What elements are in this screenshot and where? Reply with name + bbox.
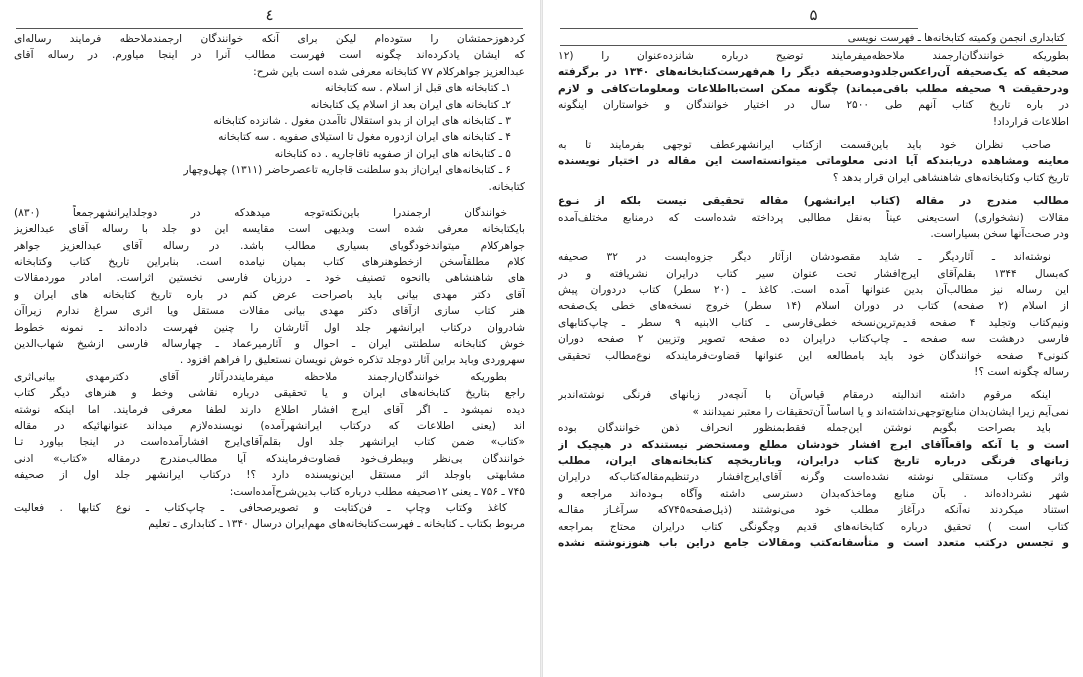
text-line: ۶ ـ کتابخانه‌های ایران‌از بدو سلطنت قاجاریه تاعصرحاضر (۱۳۱۱) چهل‌وچهار	[183, 164, 511, 177]
text-line: خوانندگان بی‌نظر وبیطرف‌خود قضاوت‌فرمایندکه آیا مطالب‌مندرج درمقاله «کتاب» ادنی	[14, 452, 525, 465]
page-body	[14, 31, 525, 533]
text-line: های شاهنشاهی باانحوه تصنیف خود ـ درزبان فارسی نخستین اثراست. امادر موردمقالات	[14, 272, 525, 285]
text-line: این رساله نیز مطالب‌آن بدین عنوانها آمده است. کاغذ ـ (۲۰ سطر) کتاب دردوران پیش	[558, 284, 1069, 297]
text-line: ۱ـ کتابخانه های قبل از اسلام . سه کتابخانه	[324, 82, 511, 95]
header-rule	[560, 28, 918, 29]
text-line: هنر کتاب سازی ازآقای دکتر مهدی بیانی مقالات مستقل ویا اثری سراغ ندارم زیراآن	[14, 305, 525, 318]
text-line: و تجسس درکتب متعدد است و متأسفانه‌کتب ومقالات جامع دراین باب هنوزنوشته نشده	[558, 536, 1069, 549]
text-line: مطالب مندرج در مقاله (کتاب ایرانشهر) مقاله تحقیقی نیست بلکه از نـوع	[558, 195, 1069, 208]
text-line: اطلاعات قرارداد!	[992, 115, 1069, 128]
text-line: ۴ ـ کتابخانه های ایران ازدوره مغول تا استیلای صفویه . سه کتابخانه	[218, 131, 511, 144]
text-line: کلام مطلقاً‌سخن ازخطوهنرهای کتاب بمیان نیامده است. بنابراین تاریخ کتاب وکتابخانه	[14, 256, 525, 269]
paragraph-gap	[14, 195, 525, 205]
text-line: باید بصراحت بگویم نوشتن این‌جمله فقط‌بمنظور انحراف ذهن خوانندگان بوده	[558, 422, 1051, 435]
text-line: ودر صحت‌آنها سخن بسیاراست.	[930, 227, 1069, 240]
text-line: بطوریکه خوانندگان‌ارجمند ملاحظه میفرمایند‌درآثار آقای دکترمهدی بیانی‌اثری	[14, 370, 507, 383]
text-line: زبانهای فرنگی درباره تاریخ کتاب درایران، ویاتاریخچه کتابخانه‌های ایران، مطلب	[558, 454, 1069, 467]
text-line: نوشته‌اند ـ آثاردیگر ـ شاید مقصودشان ازآثار دیگر جزوه‌ایست در ۳۲ صحیفه	[558, 251, 1051, 264]
paragraph-gap	[558, 186, 1069, 193]
text-line: اینکه مرقوم داشته اندالبته درمقام قیاس‌آن با آنچه‌در زبانهای فرنگی نوشته‌اندبر	[558, 389, 1051, 402]
text-line: آقای دکتر مهدی بیانی باید باصراحت عرض کنم در باره تاریخ کتابخانه های ایران و	[14, 288, 525, 301]
text-line: است و یا آنکه واقعاً‌آقای ایرج افشار خودشان مطلع ومستحضر نیستندکه در هیچیک از	[558, 438, 1069, 451]
text-line: خوش کتابخانه سلطنتی ایران ـ احوال و آثارمیرعماد ـ چهارساله فارسی ازشیخ شهاب‌الدین	[14, 338, 525, 351]
text-line: سهروردی وباید براین آثار دوجلد تذکره خوش نویسان نستعلیق را فراهم افزود .	[179, 354, 525, 367]
text-line: استناد میکردند نه‌آنکه در‌آغاز مطلب خود می‌نوشتند (ذیل‌صفحه۷۴۵که سرآغـاز مقالـه	[558, 504, 1069, 517]
paragraph-gap	[558, 242, 1069, 249]
text-line: شادروان درکتاب ایرانشهر جلد اول آثارشان را چنین فهرست داده‌اند ـ نمونه خطوط	[14, 321, 525, 334]
header-rule-lower	[560, 45, 1067, 46]
text-line: از اسلام (۲ صفحه) کتاب در دوران اسلام (۱۴ سطر) خروج نسخه‌های خطی یک‌صفحه	[558, 300, 1069, 313]
text-line: معاینه ومشاهده دریابندکه آیا ادنی معلوماتی میتوانسته‌است این مقاله در اختیار نویسنده	[558, 155, 1069, 168]
text-line: ۲ـ کتابخانه های ایران بعد از اسلام یک کتابخانه	[310, 98, 511, 111]
header-rule	[16, 28, 523, 29]
text-line: تاریخ کتاب وکتابخانه‌های شاهنشاهی ایران قرار بدهد ؟	[832, 171, 1069, 184]
text-line: واثر وکتاب مستقلی نوشته نشده‌است وگرنه آقای‌ایرج‌افشار درتنظیم‌مقاله‌کتاب‌که درایران	[558, 471, 1069, 484]
text-line: خوانندگان ارجمندرا باین‌نکته‌توجه میدهدکه در دوجلدایرانشهرجمعاً (۸۳۰)	[14, 206, 507, 219]
page-number: ۵	[809, 6, 818, 24]
text-line: که ایشان یادکرده‌اند چگونه است فهرست مطالب آنرا در اینجا میاورم. در رساله آقای	[14, 49, 525, 62]
text-line: کردهوزحمتشان را ستوده‌ام لیکن برای آنکه خوانندگان ارجمندملاحظه فرمایند رساله‌ای	[14, 33, 525, 45]
text-line: کتابخانه.	[488, 180, 525, 193]
text-line: دیده نمیشود ـ اگر آقای ایرج افشار اطلاع دارند لطفا معرفی فرمایند. اما اینکه نوشته	[14, 403, 525, 416]
text-line: مقالات (نشخواری) است‌یعنی عیناً به‌نقل مطالبی پرداخته شده‌است که درمنابع مختلف‌آمده	[558, 211, 1069, 224]
text-line: مشابهتی باوجلد اثر مستقل این‌نویسنده دارد ؟! درکتاب ایرانشهر جلد اول از صحیفه	[14, 469, 525, 482]
paragraph-gap	[558, 380, 1069, 387]
text-line: صاحب نظران خود باید باین‌قسمت ازکتاب ایرانشهرعطف توجهی بفرمایند تا به	[558, 138, 1051, 151]
text-line: فارسی درهشت سه صفحه ـ چاپ‌کتاب درایران ده صفحه تصویر وتزیین ۲ صفحه دوران	[558, 333, 1069, 346]
text-line: بایکتابخانه معرفی شده است وبدیهی است مقایسه این دو جلد با رساله آقای عبدالعزیز	[14, 223, 525, 236]
text-line: شهر نشرداده‌اند . بآن منابع وماخذکه‌بدان دسترسی داشته وآگاه بـوده‌اند مراجعه و	[558, 487, 1069, 500]
text-line: ودرحقیقت ۹ صحیفه مطلب باقی‌میماند) چگونه ممکن است‌بااطلاعات ومعلومات‌کافی و لازم	[558, 82, 1069, 95]
text-line: کنونی۴ صفحه خوانندگان خود باید بامطالعه این عنوانها قضاوت‌فرمایندکه نوع‌مطالب تحقیقی	[558, 349, 1069, 362]
text-line: ۵ ـ کتابخانه های ایران از صفویه تاقاجاریه . ده کتابخانه	[274, 147, 511, 160]
text-line: بطوریکه خوانندگان‌ارجمند ملاحظه‌میفرمایند توضیح درباره شانزده‌عنوان را (۱۲	[558, 50, 1069, 62]
text-line: در باره تاریخ کتاب آنهم طی ۲۵۰۰ سال در اختیار خوانندگان و خواستاران اینگونه	[558, 99, 1069, 112]
text-line: مربوط بکتاب ـ کتابخانه ـ فهرست‌کتابخانه‌های مهم‌ایران درسال ۱۳۴۰ ـ کتابداری ـ تعلیم	[148, 518, 525, 531]
text-line: که‌بسال ۱۳۴۴ بقلم‌آقای ایرج‌افشار تحت عنوان سیر کتاب درایران نشریافته و در	[558, 267, 1069, 280]
text-line: راجع بتاریخ کتابخانه‌های ایران و یا تحقیقی درباره نقاشی وخط و هنرهای دیگر کتاب	[14, 387, 525, 400]
text-line: نمی‌آیم زیرا ایشان‌بدان منابع‌توجهی‌نداشته‌اند و یا اساساً آن‌تحقیقات را معتبر نمیدانند »	[692, 405, 1069, 418]
text-line: ۳ ـ کتابخانه های ایران از بدو استقلال تاآمدن مغول . شانزده کتابخانه	[213, 114, 511, 127]
right-page	[542, 0, 1083, 677]
text-line: اند (یعنی اطلاعات که درکتاب ایرانشهرآمده) نویسنده‌لازم میداند عنوانهائیکه در مقاله	[14, 419, 525, 432]
text-line: عبدالعزیز جواهرکلام ۷۷ کتابخانه معرفی شده است باین شرح:	[253, 65, 525, 78]
text-line: صحیفه که یک‌صحیفه آن‌راعکس‌جلدودوصحیفه دیگر را هم‌فهرست‌کتابخانه‌های ۱۳۴۰ در برگرفته	[558, 66, 1069, 79]
text-line: «کتاب» ضمن کتاب ایرانشهر جلد اول بقلم‌آقای‌ایرج افشارآمده‌است در اینجا بیاورد تـا	[14, 436, 525, 449]
page-number: ٤	[265, 6, 274, 24]
left-page	[0, 0, 541, 677]
text-line: ونیم‌کتاب وتجلید ۴ صفحه قدیم‌ترین‌نسخه خطی‌فارسی ـ کتاب الابنیه ۹ سطر ـ چاپ‌کتابهای	[558, 316, 1069, 329]
running-header: کتابداری انجمن وکمیته کتابخانه‌ها ـ فهرست نویسی	[847, 32, 1065, 44]
text-line: جواهرکلام میتواندخودگویای بسیاری مطالب باشد. در رساله آقای عبدالعزیز جواهر	[14, 239, 525, 252]
text-line: ۷۴۵ ـ ۷۵۶ ـ یعنی ۱۲صحیفه مطلب درباره کتاب بدین‌شرح‌آمده‌است:	[229, 485, 525, 498]
text-line: کاغذ وکتاب وچاپ ـ فن‌کتابت و تصویرصحافی ـ چاپ‌کتاب ـ نوع کتابها . فعالیت	[14, 501, 507, 514]
text-line: کتاب است ) تحقیق درباره کتابخانه‌های قدیم وچگونگی کتاب درایران محتاج بمراجعه	[558, 520, 1069, 533]
text-line: رساله چگونه است ؟!	[974, 366, 1069, 379]
paragraph-gap	[558, 130, 1069, 137]
page-body	[558, 48, 1069, 551]
